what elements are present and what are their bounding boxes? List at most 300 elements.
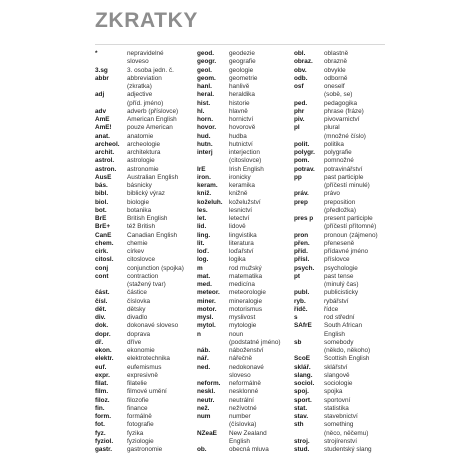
- abbreviation-meaning: pivovarnictví: [324, 116, 360, 123]
- abbreviation-meaning: sklářství: [324, 363, 348, 371]
- abbreviation-term: let.: [197, 215, 207, 222]
- abbreviation-term: odb.: [294, 74, 308, 82]
- abbreviation-entry: [95, 108, 195, 116]
- abbreviation-entry: [294, 75, 386, 83]
- abbreviation-meaning: nepravidelné: [127, 50, 164, 57]
- abbreviation-entry: [197, 306, 292, 314]
- abbreviation-entry: [95, 248, 195, 256]
- abbreviation-meaning: pedagogika: [324, 99, 358, 107]
- abbreviation-entry: [197, 133, 292, 141]
- abbreviation-entry: [95, 380, 195, 388]
- abbreviation-entry: [294, 397, 386, 405]
- abbreviation-meaning: potravinářství: [324, 165, 363, 173]
- abbreviation-entry: [95, 141, 195, 149]
- abbreviation-meaning: heraldika: [229, 91, 255, 99]
- abbreviation-meaning: strojírenství: [324, 437, 358, 445]
- abbreviation-entry: [197, 265, 292, 273]
- abbreviation-entry: [95, 405, 195, 413]
- abbreviation-term: iron.: [197, 173, 211, 181]
- abbreviation-term: adv: [95, 107, 107, 115]
- abbreviation-meaning: církev: [127, 248, 145, 255]
- abbreviation-term: spoj.: [294, 388, 309, 396]
- abbreviation-meaning: pronoun (zájmeno): [324, 231, 378, 239]
- abbreviation-term: filat.: [95, 380, 109, 387]
- abbreviation-term: nář.: [197, 355, 209, 363]
- abbreviation-meaning: something: [324, 421, 354, 429]
- abbreviation-meaning: (příčestí přítomné): [324, 223, 377, 231]
- page-title: ZKRATKY: [95, 9, 198, 32]
- abbreviation-meaning: ekonomie: [127, 347, 155, 354]
- abbreviation-term: phr: [294, 107, 305, 115]
- abbreviation-term: [197, 157, 229, 165]
- abbreviation-term: bibl.: [95, 190, 109, 198]
- abbreviation-meaning: New Zealand: [229, 429, 267, 437]
- abbreviation-entry: [197, 149, 292, 157]
- abbreviation-entry: [294, 372, 386, 380]
- abbreviation-entry: [197, 91, 292, 99]
- abbreviation-meaning: interjection: [229, 149, 260, 156]
- abbreviation-term: ScoE: [294, 355, 310, 363]
- abbreviation-entry: [197, 405, 292, 413]
- abbreviation-term: [294, 430, 324, 438]
- abbreviation-entry: [197, 215, 292, 223]
- abbreviation-term: hl.: [197, 107, 205, 115]
- abbreviation-entry: [95, 223, 195, 231]
- abbreviation-meaning: (podstatné jméno): [229, 338, 281, 346]
- abbreviation-meaning: architektura: [127, 149, 161, 156]
- abbreviation-meaning: chemie: [127, 239, 148, 247]
- abbreviation-term: pres p: [294, 215, 314, 222]
- abbreviation-meaning: somebody: [324, 338, 354, 346]
- abbreviation-entry: [197, 388, 292, 396]
- abbreviation-meaning: rybářství: [324, 297, 349, 305]
- abbreviation-meaning: publicisticky: [324, 289, 359, 297]
- abbreviation-entry: [294, 339, 386, 347]
- abbreviation-term: pron: [294, 231, 309, 239]
- abbreviation-term: form.: [95, 413, 111, 420]
- abbreviation-entry: [197, 100, 292, 108]
- abbreviation-term: BrE+: [95, 223, 111, 231]
- abbreviation-meaning: lidově: [229, 223, 246, 231]
- abbreviation-term: sociol.: [294, 380, 315, 387]
- abbreviation-entry: [95, 67, 195, 75]
- abbreviation-term: anat.: [95, 132, 110, 140]
- abbreviation-meaning: Australian English: [127, 173, 179, 181]
- abbreviation-term: stav.: [294, 413, 309, 420]
- abbreviation-meaning: preposition: [324, 198, 356, 206]
- abbreviation-entry: [294, 182, 386, 190]
- abbreviation-meaning: adverb (příslovce): [127, 107, 179, 115]
- abbreviation-entry: [95, 397, 195, 405]
- abbreviation-entry: [197, 190, 292, 198]
- abbreviation-entry: [197, 298, 292, 306]
- abbreviation-meaning: biblický výraz: [127, 190, 165, 198]
- abbreviation-meaning: keramika: [229, 182, 255, 189]
- abbreviation-entry: [95, 91, 195, 99]
- abbreviation-term: polygr.: [294, 149, 315, 156]
- abbreviation-meaning: English: [324, 330, 345, 338]
- abbreviation-meaning: historie: [229, 99, 250, 107]
- abbreviation-meaning: sloveso: [127, 58, 149, 66]
- abbreviation-entry: [197, 347, 292, 355]
- abbreviation-entry: [95, 256, 195, 264]
- abbreviation-term: lit.: [197, 239, 205, 247]
- abbreviation-term: potrav.: [294, 165, 315, 173]
- abbreviation-entry: [294, 108, 386, 116]
- abbreviation-entry: [294, 273, 386, 281]
- abbreviation-term: přísl.: [294, 256, 310, 264]
- abbreviation-meaning: lesnictví: [229, 206, 253, 214]
- abbreviation-entry: [294, 91, 386, 99]
- abbreviation-entry: [197, 372, 292, 380]
- abbreviation-term: stud.: [294, 446, 310, 453]
- abbreviation-column-3: [294, 50, 386, 454]
- abbreviation-entry: [294, 83, 386, 91]
- abbreviation-term: dok.: [95, 322, 109, 330]
- abbreviation-entry: [95, 240, 195, 248]
- abbreviation-meaning: polygrafie: [324, 149, 352, 156]
- abbreviation-meaning: obvykle: [324, 66, 346, 74]
- abbreviation-entry: [95, 124, 195, 132]
- abbreviation-meaning: rod střední: [324, 314, 355, 321]
- abbreviation-meaning: hudba: [229, 132, 247, 140]
- abbreviation-term: příd.: [294, 248, 308, 255]
- abbreviation-term: sb: [294, 338, 302, 346]
- abbreviation-meaning: sportovní: [324, 396, 351, 404]
- abbreviation-term: motor.: [197, 305, 217, 313]
- abbreviation-meaning: 3. osoba jedn. č.: [127, 66, 174, 74]
- abbreviation-meaning: statistika: [324, 404, 349, 412]
- abbreviation-meaning: Canadian English: [127, 231, 178, 239]
- abbreviation-entry: [95, 289, 195, 297]
- abbreviation-entry: [95, 157, 195, 165]
- abbreviation-term: stat.: [294, 404, 308, 412]
- abbreviation-term: gastr.: [95, 446, 113, 453]
- abbreviation-term: archeol.: [95, 140, 120, 148]
- abbreviation-term: AmE: [95, 116, 110, 123]
- abbreviation-term: [294, 133, 324, 141]
- abbreviation-meaning: (množné číslo): [324, 132, 366, 140]
- abbreviation-term: sklář.: [294, 363, 311, 371]
- abbreviation-term: fot.: [95, 421, 105, 429]
- abbreviation-meaning: nežívotné: [229, 404, 257, 412]
- abbreviation-entry: [197, 157, 292, 165]
- abbreviation-meaning: neformálně: [229, 380, 261, 387]
- abbreviation-meaning: filmové umění: [127, 388, 167, 396]
- abbreviation-meaning: (někdo, někoho): [324, 347, 371, 354]
- abbreviation-meaning: fyziologie: [127, 437, 154, 445]
- abbreviation-term: expr.: [95, 371, 110, 379]
- abbreviation-entry: [294, 289, 386, 297]
- abbreviation-meaning: conjunction (spojka): [127, 264, 184, 272]
- abbreviation-term: log.: [197, 256, 209, 264]
- abbreviation-term: dět.: [95, 305, 107, 313]
- abbreviation-meaning: formálně: [127, 413, 152, 420]
- abbreviation-term: dopr.: [95, 330, 111, 338]
- abbreviation-meaning: spojka: [324, 388, 343, 396]
- abbreviation-entry: [95, 215, 195, 223]
- abbreviation-term: geol.: [197, 66, 212, 74]
- abbreviation-meaning: rod mužský: [229, 264, 262, 272]
- abbreviation-meaning: South African: [324, 322, 363, 330]
- abbreviation-entry: [197, 446, 292, 454]
- abbreviation-term: CanE: [95, 231, 112, 239]
- abbreviation-meaning: (stažený tvar): [127, 281, 166, 288]
- abbreviation-meaning: logika: [229, 256, 246, 264]
- abbreviation-meaning: slangově: [324, 371, 350, 379]
- abbreviation-meaning: (číslovka): [229, 421, 257, 429]
- abbreviation-meaning: psychologie: [324, 264, 358, 272]
- abbreviation-entry: [294, 116, 386, 124]
- abbreviation-term: chem.: [95, 239, 114, 247]
- abbreviation-entry: [294, 232, 386, 240]
- abbreviation-meaning: fotografie: [127, 421, 154, 429]
- abbreviation-meaning: myslivost: [229, 314, 256, 321]
- abbreviation-term: [294, 91, 324, 99]
- abbreviation-meaning: geografie: [229, 58, 256, 66]
- abbreviation-entry: [95, 430, 195, 438]
- abbreviation-entry: [294, 223, 386, 231]
- abbreviation-meaning: (něco, něčemu): [324, 429, 369, 437]
- abbreviation-entry: [95, 83, 195, 91]
- abbreviation-entry: [294, 298, 386, 306]
- abbreviation-entry: [294, 265, 386, 273]
- abbreviation-term: [95, 281, 127, 289]
- abbreviation-term: heral.: [197, 91, 215, 99]
- abbreviation-term: obraz.: [294, 58, 313, 66]
- abbreviation-meaning: hlavně: [229, 107, 248, 115]
- abbreviation-term: SAfrE: [294, 322, 312, 330]
- abbreviation-entry: [197, 174, 292, 182]
- abbreviation-term: [294, 281, 324, 289]
- abbreviation-entry: [294, 347, 386, 355]
- abbreviation-meaning: koželužství: [229, 198, 261, 206]
- abbreviation-term: 3.sg: [95, 66, 108, 74]
- abbreviation-meaning: loďařství: [229, 248, 254, 255]
- abbreviation-term: přen.: [294, 239, 310, 247]
- abbreviation-entry: [294, 364, 386, 372]
- abbreviation-term: archit.: [95, 149, 115, 156]
- abbreviation-term: hist.: [197, 99, 211, 107]
- abbreviation-term: s: [294, 314, 298, 321]
- abbreviation-entry: [95, 355, 195, 363]
- abbreviation-meaning: Irish English: [229, 165, 264, 173]
- abbreviation-term: fyz.: [95, 429, 106, 437]
- abbreviation-term: řídč.: [294, 305, 308, 313]
- abbreviation-entry: [294, 100, 386, 108]
- abbreviation-meaning: contraction: [127, 272, 159, 280]
- abbreviation-entry: [294, 413, 386, 421]
- abbreviation-meaning: nesklonné: [229, 388, 259, 396]
- abbreviation-entry: [197, 281, 292, 289]
- abbreviation-meaning: hornictví: [229, 116, 254, 123]
- abbreviation-entry: [95, 438, 195, 446]
- abbreviation-meaning: (příčestí minulé): [324, 182, 370, 189]
- abbreviation-entry: [294, 215, 386, 223]
- abbreviation-meaning: náboženství: [229, 347, 264, 354]
- abbreviation-term: film.: [95, 388, 109, 396]
- abbreviation-term: ned.: [197, 363, 211, 371]
- abbreviation-entry: [294, 256, 386, 264]
- abbreviation-entry: [294, 157, 386, 165]
- abbreviation-term: pom.: [294, 157, 310, 165]
- abbreviation-entry: [294, 281, 386, 289]
- abbreviation-term: conj: [95, 264, 109, 272]
- abbreviation-meaning: meteorologie: [229, 289, 266, 297]
- abbreviation-entry: [95, 182, 195, 190]
- abbreviation-entry: [197, 83, 292, 91]
- abbreviation-entry: [294, 240, 386, 248]
- abbreviation-term: práv.: [294, 190, 309, 198]
- abbreviation-entry: [294, 248, 386, 256]
- abbreviation-entry: [95, 199, 195, 207]
- abbreviation-meaning: geometrie: [229, 74, 258, 82]
- abbreviation-entry: [197, 421, 292, 429]
- abbreviation-meaning: též British: [127, 223, 156, 231]
- abbreviation-term: neform.: [197, 380, 221, 387]
- abbreviation-meaning: přeneseně: [324, 239, 355, 247]
- abbreviation-entry: [294, 199, 386, 207]
- abbreviation-meaning: number: [229, 413, 251, 420]
- abbreviation-meaning: astronomie: [127, 165, 159, 173]
- abbreviation-term: pl: [294, 124, 300, 132]
- abbreviation-meaning: phrase (fráze): [324, 107, 364, 115]
- abbreviation-term: než.: [197, 404, 210, 412]
- abbreviation-term: div.: [95, 314, 106, 321]
- abbreviation-meaning: archeologie: [127, 140, 161, 148]
- abbreviation-entry: [294, 166, 386, 174]
- abbreviation-meaning: knižně: [229, 190, 248, 198]
- abbreviation-entry: [197, 355, 292, 363]
- abbreviation-entry: [294, 207, 386, 215]
- abbreviation-term: ryb.: [294, 297, 306, 305]
- abbreviation-meaning: číslovka: [127, 297, 151, 305]
- abbreviation-term: kniž.: [197, 190, 212, 198]
- abbreviation-term: euf.: [95, 363, 107, 371]
- abbreviation-term: mysl.: [197, 314, 214, 321]
- abbreviation-term: pp: [294, 173, 302, 181]
- abbreviation-term: num: [197, 413, 211, 420]
- abbreviation-meaning: plural: [324, 124, 340, 132]
- abbreviation-entry: [95, 166, 195, 174]
- abbreviation-term: sport.: [294, 396, 312, 404]
- abbreviation-meaning: stavebnictví: [324, 413, 358, 420]
- abbreviation-entry: [197, 256, 292, 264]
- abbreviation-term: koželuh.: [197, 198, 223, 206]
- abbreviation-term: cirk.: [95, 248, 109, 255]
- abbreviation-meaning: American English: [127, 116, 177, 123]
- abbreviation-entry: [294, 141, 386, 149]
- abbreviation-meaning: pouze American: [127, 124, 173, 132]
- abbreviation-meaning: pomnožné: [324, 157, 354, 165]
- abbreviation-term: [294, 331, 324, 339]
- abbreviation-term: adj: [95, 91, 105, 99]
- abbreviation-entry: [197, 331, 292, 339]
- abbreviation-entry: [294, 380, 386, 388]
- abbreviation-entry: [95, 149, 195, 157]
- abbreviation-entry: [294, 190, 386, 198]
- abbreviation-term: AusE: [95, 173, 112, 181]
- abbreviation-entry: [197, 182, 292, 190]
- abbreviation-meaning: ironicky: [229, 173, 251, 181]
- abbreviation-meaning: anatomie: [127, 132, 154, 140]
- abbreviation-meaning: odborně: [324, 74, 348, 82]
- abbreviation-meaning: příslovce: [324, 256, 350, 264]
- abbreviation-entry: [197, 141, 292, 149]
- abbreviation-entry: [294, 421, 386, 429]
- abbreviation-term: slang.: [294, 371, 313, 379]
- abbreviation-term: IrE: [197, 165, 206, 173]
- abbreviation-term: m: [197, 264, 203, 272]
- abbreviation-entry: [95, 298, 195, 306]
- abbreviation-entry: [197, 380, 292, 388]
- abbreviation-meaning: sloveso: [229, 371, 251, 379]
- abbreviation-entry: [95, 58, 195, 66]
- abbreviation-term: hovor.: [197, 124, 217, 132]
- abbreviation-entry: [95, 339, 195, 347]
- abbreviation-entry: [197, 166, 292, 174]
- abbreviation-term: osf: [294, 83, 304, 90]
- abbreviation-term: n: [197, 330, 201, 338]
- abbreviation-term: obv.: [294, 66, 307, 74]
- abbreviation-term: BrE: [95, 215, 107, 222]
- abbreviation-term: [294, 223, 324, 231]
- abbreviation-entry: [95, 232, 195, 240]
- abbreviation-meaning: přídavné jméno: [324, 248, 369, 255]
- abbreviation-meaning: fyzika: [127, 429, 144, 437]
- abbreviation-meaning: hanlivě: [229, 83, 250, 90]
- abbreviation-entry: [294, 446, 386, 454]
- abbreviation-term: mat.: [197, 272, 211, 280]
- abbreviation-term: ling.: [197, 231, 211, 239]
- abbreviation-entry: [95, 421, 195, 429]
- abbreviation-entry: [197, 124, 292, 132]
- abbreviation-entry: [294, 58, 386, 66]
- abbreviation-entry: [95, 133, 195, 141]
- abbreviation-entry: [197, 108, 292, 116]
- abbreviation-meaning: nářečně: [229, 355, 253, 363]
- abbreviation-meaning: abbreviation: [127, 74, 162, 82]
- abbreviation-meaning: motorismus: [229, 305, 263, 313]
- abbreviation-term: fyziol.: [95, 437, 114, 445]
- abbreviation-entry: [294, 124, 386, 132]
- abbreviation-term: hud.: [197, 132, 211, 140]
- abbreviation-term: bás.: [95, 182, 108, 189]
- abbreviation-meaning: literatura: [229, 239, 254, 247]
- abbreviation-entry: [95, 364, 195, 372]
- abbreviation-entry: [294, 322, 386, 330]
- abbreviation-entry: [197, 339, 292, 347]
- abbreviation-entry: [294, 405, 386, 413]
- abbreviation-entry: [294, 438, 386, 446]
- abbreviation-meaning: (předložka): [324, 206, 356, 214]
- abbreviation-term: [95, 58, 127, 66]
- abbreviation-term: abbr: [95, 74, 109, 82]
- abbreviation-meaning: obecná mluva: [229, 446, 269, 453]
- abbreviation-entry: [294, 314, 386, 322]
- abbreviation-term: geogr.: [197, 58, 217, 66]
- abbreviation-column-1: [95, 50, 195, 454]
- abbreviation-term: filoz.: [95, 396, 110, 404]
- abbreviation-entry: [197, 240, 292, 248]
- abbreviation-entry: [294, 133, 386, 141]
- abbreviation-meaning: právo: [324, 190, 340, 198]
- abbreviation-term: miner.: [197, 297, 216, 305]
- abbreviation-term: část.: [95, 289, 110, 297]
- abbreviation-entry: [197, 75, 292, 83]
- abbreviation-meaning: dokonavé sloveso: [127, 322, 179, 330]
- abbreviation-entry: [197, 430, 292, 438]
